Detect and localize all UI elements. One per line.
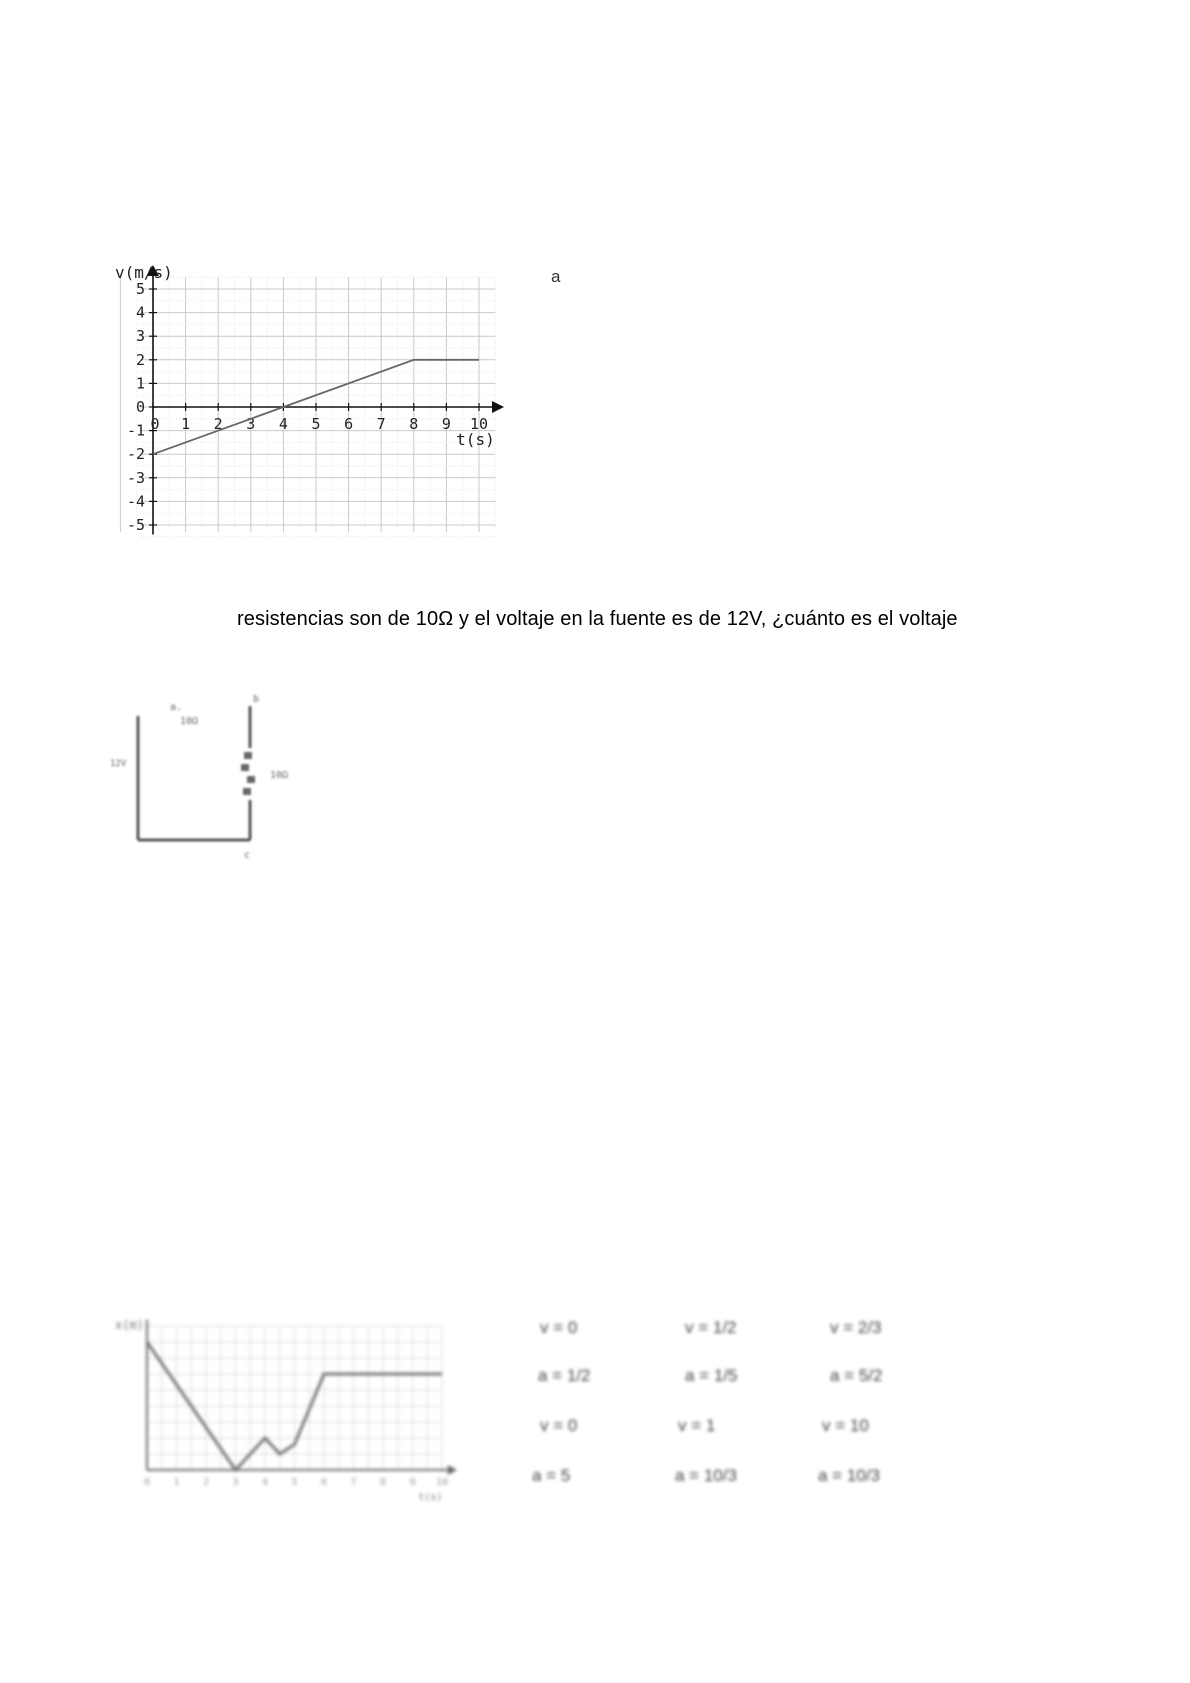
x-tick-label: 10 bbox=[469, 415, 489, 433]
y-tick-label: -3 bbox=[126, 468, 145, 487]
x-tick-label: 7 bbox=[376, 415, 386, 433]
circuit-left-label: 12V bbox=[110, 759, 127, 769]
y-tick-label: -4 bbox=[126, 492, 145, 511]
circuit-diagram bbox=[110, 690, 310, 865]
x-tick-label: 2 bbox=[202, 1477, 210, 1488]
velocity-time-chart bbox=[110, 262, 570, 582]
answer-option: v = 2/3 bbox=[830, 1318, 882, 1337]
y-axis-label: v(m/s) bbox=[115, 263, 173, 282]
answer-option: a = 5 bbox=[532, 1466, 571, 1485]
x-tick-label: 0 bbox=[143, 1477, 151, 1488]
x-tick-label: 7 bbox=[350, 1477, 357, 1488]
answer-option: a = 1/2 bbox=[538, 1366, 591, 1385]
x-tick-label: 1 bbox=[173, 1477, 180, 1488]
circuit-corner-label: b bbox=[253, 694, 260, 705]
answer-option: a = 5/2 bbox=[830, 1366, 883, 1385]
y-tick-label: -2 bbox=[126, 445, 145, 464]
x-tick-label: 0 bbox=[150, 415, 160, 433]
x-axis-arrow bbox=[448, 1465, 457, 1475]
question-text: resistencias son de 10Ω y el voltaje en la fuente es de 12V, ¿cuánto es el voltaje bbox=[237, 608, 958, 630]
x-tick-label: 2 bbox=[213, 415, 223, 433]
x-tick-label: 8 bbox=[379, 1477, 387, 1488]
answer-option: a = 10/3 bbox=[675, 1466, 737, 1485]
x-axis-label: t(s) bbox=[456, 430, 495, 449]
x-tick-label: 1 bbox=[181, 415, 191, 433]
answer-option: v = 0 bbox=[540, 1416, 578, 1435]
circuit-top-label-1: a. bbox=[170, 702, 183, 713]
y-tick-label: -5 bbox=[126, 516, 145, 534]
x-tick-label: 5 bbox=[291, 1477, 298, 1488]
x-tick-label: 8 bbox=[409, 415, 419, 433]
answer-option: a = 1/5 bbox=[685, 1366, 738, 1385]
x-tick-label: 6 bbox=[344, 415, 354, 433]
circuit-bottom-label: c bbox=[244, 850, 251, 861]
y-axis-label: x(m) bbox=[115, 1318, 144, 1332]
y-tick-label: 3 bbox=[135, 327, 145, 346]
x-tick-label: 9 bbox=[441, 415, 451, 433]
y-tick-label: 0 bbox=[135, 398, 145, 416]
answer-option: v = 0 bbox=[540, 1318, 578, 1337]
answer-option: v = 1 bbox=[678, 1416, 716, 1435]
answer-option: v = 10 bbox=[822, 1416, 869, 1435]
x-axis-label: t(s) bbox=[418, 1492, 443, 1503]
x-tick-label: 3 bbox=[246, 415, 256, 433]
resistor-symbol bbox=[241, 752, 255, 795]
answer-options bbox=[530, 1318, 950, 1508]
x-tick-label: 10 bbox=[435, 1477, 449, 1488]
cropped-letter: a bbox=[551, 267, 561, 286]
circuit-top-label-2: 10Ω bbox=[180, 716, 199, 727]
answer-option: a = 10/3 bbox=[818, 1466, 880, 1485]
x-tick-label: 4 bbox=[278, 415, 288, 433]
x-tick-label: 3 bbox=[232, 1477, 239, 1488]
x-tick-label: 9 bbox=[409, 1477, 416, 1488]
position-time-chart bbox=[115, 1315, 475, 1505]
x-tick-label: 6 bbox=[320, 1477, 328, 1488]
answer-option: v = 1/2 bbox=[685, 1318, 737, 1337]
y-tick-label: -1 bbox=[126, 421, 145, 440]
x-tick-label: 5 bbox=[311, 415, 321, 433]
y-tick-label: 2 bbox=[135, 350, 145, 369]
y-tick-label: 5 bbox=[135, 280, 145, 298]
y-tick-label: 4 bbox=[135, 303, 145, 322]
x-tick-label: 4 bbox=[261, 1477, 269, 1488]
y-tick-label: 1 bbox=[135, 374, 145, 393]
circuit-resistor-label: 10Ω bbox=[270, 770, 289, 781]
x-axis-arrow bbox=[492, 401, 504, 413]
